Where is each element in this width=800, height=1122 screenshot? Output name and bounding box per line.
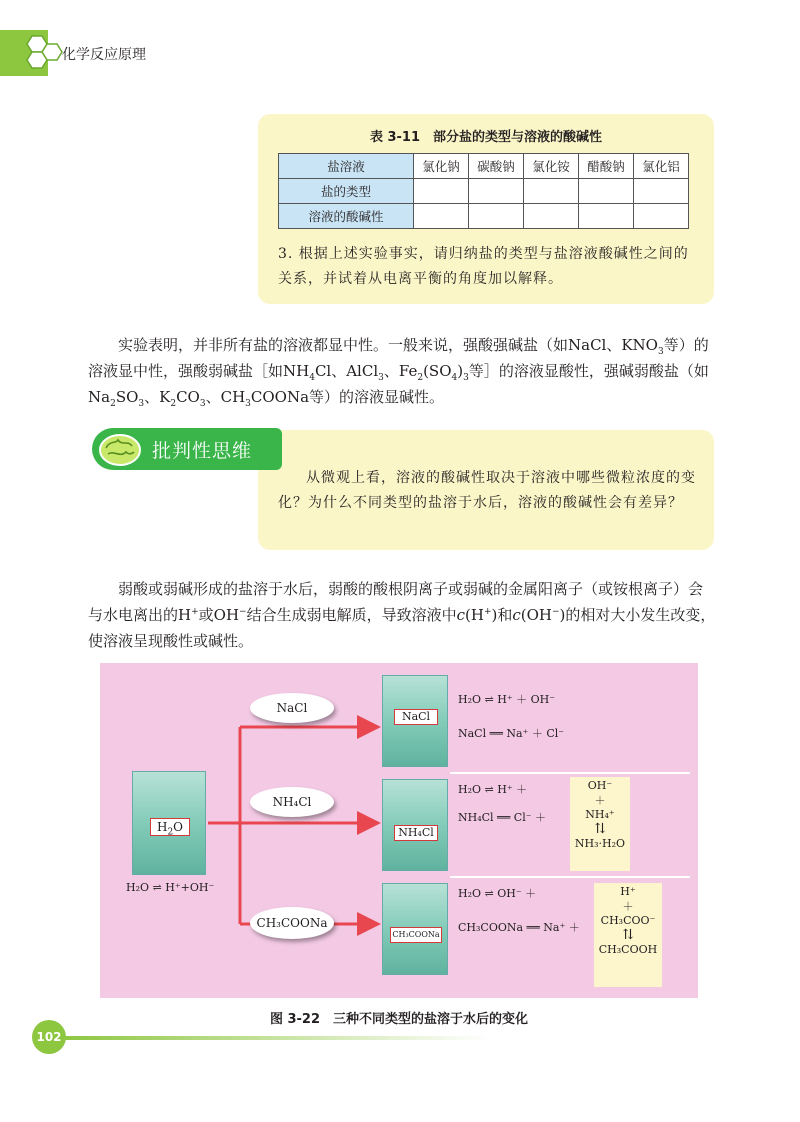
row-header: 盐溶液	[279, 154, 414, 179]
salt-oval-ch3coona: CH₃COONa	[250, 907, 334, 939]
empty-cell	[469, 204, 524, 229]
row-header: 溶液的酸碱性	[279, 204, 414, 229]
salt-cell: 氯化铝	[634, 154, 689, 179]
paragraph-hydrolysis: 弱酸或弱碱形成的盐溶于水后，弱酸的酸根阴离子或弱碱的金属阳离子（或铵根离子）会与水电离出的H+或OH−结合生成弱电解质，导致溶液中c(H+)和c(OH−)的相对大小发生改变，使溶液呈现酸性或碱性。	[88, 580, 716, 650]
empty-cell	[414, 179, 469, 204]
table-row	[279, 179, 689, 204]
empty-cell	[579, 179, 634, 204]
nacl-water-equation: H₂O ⇌ H⁺ ＋ OH⁻	[458, 693, 556, 706]
empty-cell	[469, 179, 524, 204]
salt-type-table	[278, 153, 689, 229]
box-oh-ion: OH⁻	[587, 779, 613, 792]
brain-icon	[96, 430, 144, 470]
footer-line	[60, 1036, 490, 1040]
salt-cell: 氯化铵	[524, 154, 579, 179]
activity-step-3: 3. 根据上述实验事实，请归纳盐的类型与盐溶液酸碱性之间的关系，并试着从电离平衡的角度加以解释。	[278, 246, 689, 287]
acetate-hydrolysis-box	[594, 883, 662, 987]
ch3coona-water-equation: H₂O ⇌ OH⁻ ＋	[458, 887, 537, 900]
beaker-label-nh4cl: NH₄Cl	[394, 825, 438, 841]
critical-thinking-title: 批判性思维	[152, 440, 253, 462]
salt-cell: 氯化钠	[414, 154, 469, 179]
table-row	[279, 204, 689, 229]
salt-oval-nacl: NaCl	[250, 693, 334, 723]
nh4-hydrolysis-box	[570, 777, 630, 871]
box-h-ion: H⁺	[620, 885, 636, 898]
figure-salt-dissolution	[100, 663, 698, 998]
box-acetic-acid: CH₃COOH	[598, 943, 658, 956]
empty-cell	[524, 179, 579, 204]
ch3coona-dissociation-equation: CH₃COONa ══ Na⁺ ＋	[458, 921, 580, 934]
empty-cell	[414, 204, 469, 229]
salt-cell: 碳酸钠	[469, 154, 524, 179]
empty-cell	[634, 204, 689, 229]
row-header: 盐的类型	[279, 179, 414, 204]
chapter-title: 化学反应原理	[62, 47, 146, 63]
box-acetate-ion: CH₃COO⁻	[600, 914, 656, 927]
critical-thinking-question: 从微观上看，溶液的酸碱性取决于溶液中哪些微粒浓度的变化？为什么不同类型的盐溶于水后，溶液的酸碱性会有差异？	[278, 470, 696, 511]
page-number: 102	[32, 1020, 66, 1054]
beaker-label-nacl: NaCl	[394, 709, 438, 725]
paragraph-salt-solutions: 实验表明，并非所有盐的溶液都显中性。一般来说，强酸强碱盐（如NaCl、$KNO_3$等）的溶液显中性，强酸弱碱盐［如$NH_4Cl$、AlCl$_3$、$Fe_2(SO_4)_3$等］的溶液显酸性，强碱弱酸盐（如$Na_2SO_3$、$K_2CO_3$、$CH_3COONa$等）的溶液显碱性。	[88, 336, 709, 409]
box-plus: ＋	[622, 900, 634, 913]
equilibrium-arrow-icon: ⇅	[594, 821, 606, 837]
beaker-label-ch3coona: CH₃COONa	[390, 927, 442, 943]
box-plus: ＋	[594, 794, 606, 807]
salt-oval-nh4cl: NH₄Cl	[250, 787, 334, 817]
nh4cl-water-equation: H₂O ⇌ H⁺ ＋	[458, 783, 528, 796]
table-caption: 表 3-11 部分盐的类型与溶液的酸碱性	[369, 130, 603, 145]
empty-cell	[634, 179, 689, 204]
nacl-dissociation-equation: NaCl ══ Na⁺ ＋ Cl⁻	[458, 727, 565, 740]
nh4cl-dissociation-equation: NH₄Cl ══ Cl⁻ ＋	[458, 811, 547, 824]
box-nh3h2o: NH₃·H₂O	[574, 837, 626, 850]
table-row	[279, 154, 689, 179]
beaker-label-water: $H_2O$	[150, 818, 190, 836]
water-ionization-equation: H₂O ⇌ H⁺+OH⁻	[126, 881, 215, 894]
equilibrium-arrow-icon: ⇅	[622, 927, 634, 943]
empty-cell	[524, 204, 579, 229]
empty-cell	[579, 204, 634, 229]
salt-cell: 醋酸钠	[579, 154, 634, 179]
figure-caption: 图 3-22 三种不同类型的盐溶于水后的变化	[269, 1012, 529, 1027]
box-nh4-ion: NH₄⁺	[585, 808, 615, 821]
